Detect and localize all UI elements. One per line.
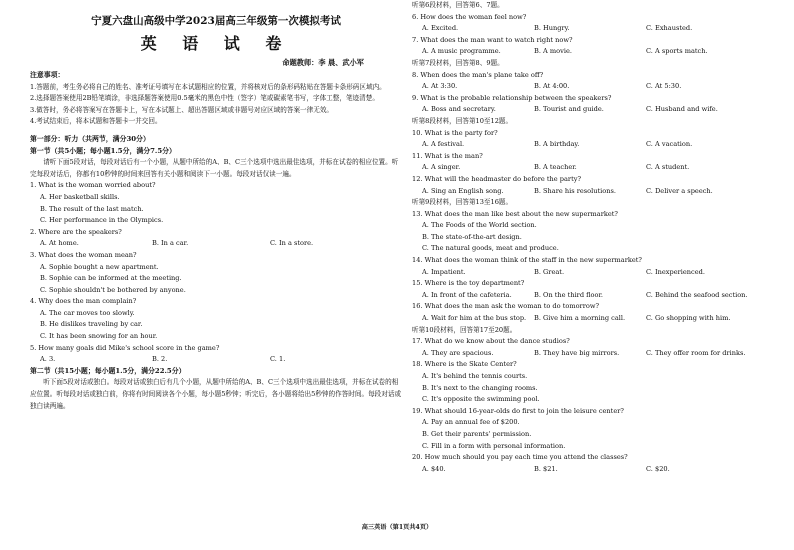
option-row xyxy=(30,354,402,366)
option: A. 3. xyxy=(40,355,56,364)
option-stack xyxy=(412,220,774,255)
option-row xyxy=(412,290,774,302)
question-stem: 4. Why does the man complain? xyxy=(30,297,137,306)
option: A. A music programme. xyxy=(422,47,501,56)
section1-heading: 第一节（共5小题；每小题1.5分，满分7.5分） xyxy=(30,146,176,155)
option: C. The natural goods, meat and produce. xyxy=(422,244,559,253)
option: A. Her basketball skills. xyxy=(40,192,120,201)
material-instruction: 听第9段材料，回答第13至16题。 xyxy=(412,198,513,207)
option-row xyxy=(412,162,774,174)
question-stem: 19. What should 16-year-olds do first to join the leisure center? xyxy=(412,406,624,415)
question-stem: 10. What is the party for? xyxy=(412,128,498,137)
question-stem: 15. Where is the toy department? xyxy=(412,279,525,288)
option: B. Get their parents' permission. xyxy=(422,429,532,438)
material-instruction: 听第7段材料，回答第8、9题。 xyxy=(412,58,504,67)
option: B. At 4:00. xyxy=(534,82,570,91)
left-column xyxy=(30,0,402,412)
option: A. A singer. xyxy=(422,163,461,172)
question-stem: 3. What does the woman mean? xyxy=(30,250,137,259)
option: B. Give him a morning call. xyxy=(534,314,626,323)
right-column xyxy=(412,0,774,475)
question-stem: 18. Where is the Skate Center? xyxy=(412,360,517,369)
question-stem: 17. What do we know about the dance studios? xyxy=(412,337,570,346)
option: C. In a store. xyxy=(270,239,314,248)
question-stem: 16. What does the man ask the woman to do tomorrow? xyxy=(412,302,600,311)
author-line: 命题教师：李 晨、武小军 xyxy=(282,58,364,67)
question-stem: 8. When does the man's plane take off? xyxy=(412,70,544,79)
option: B. The result of the last match. xyxy=(40,204,144,213)
option: A. In front of the cafeteria. xyxy=(422,290,512,299)
option: C. At 5:30. xyxy=(646,82,682,91)
option-row xyxy=(412,46,774,58)
option: A. A festival. xyxy=(422,140,465,149)
option: C. It's opposite the swimming pool. xyxy=(422,395,540,404)
option: A. It's behind the tennis courts. xyxy=(422,372,528,380)
question-stem: 13. What does the man like best about the new supermarket? xyxy=(412,209,618,218)
option-stack xyxy=(30,192,402,227)
option-row xyxy=(412,186,774,198)
question-stem: 1. What is the woman worried about? xyxy=(30,181,156,190)
option: B. Hungry. xyxy=(534,24,570,33)
question-stem: 11. What is the man? xyxy=(412,151,483,160)
option: A. They are spacious. xyxy=(422,348,494,357)
option: A. Pay an annual fee of $200. xyxy=(422,418,520,427)
question-stem: 9. What is the probable relationship between the speakers? xyxy=(412,93,612,102)
option: A. Sing an English song. xyxy=(422,186,504,195)
option: B. Great. xyxy=(534,267,565,276)
section1-questions xyxy=(30,180,402,366)
option: C. Behind the seafood section. xyxy=(646,290,748,299)
option-row xyxy=(30,238,402,250)
option-stack xyxy=(412,371,774,406)
option-stack xyxy=(30,262,402,297)
option: A. At 3:30. xyxy=(422,82,458,91)
option: B. On the third floor. xyxy=(534,290,604,299)
question-stem: 2. Where are the speakers? xyxy=(30,227,122,236)
option: C. $20. xyxy=(646,464,670,473)
option: B. They have big mirrors. xyxy=(534,348,620,357)
note-item: 4.考试结束后，将本试题和答题卡一并交回。 xyxy=(30,117,162,126)
question-stem: 12. What will the headmaster do before the party? xyxy=(412,174,581,183)
option: C. Deliver a speech. xyxy=(646,186,713,195)
note-item: 2.选择题答案使用2B铅笔填涂，非选择题答案使用0.5毫米的黑色中性（签字）笔或碳素笔书写，字体工整，笔迹清楚。 xyxy=(30,94,379,103)
question-stem: 6. How does the woman feel now? xyxy=(412,12,527,21)
material-instruction: 听第6段材料，回答第6、7题。 xyxy=(412,1,504,9)
section2-instructions: 听下面5段对话或独白。每段对话或独白后有几个小题，从题中所给的A、B、C三个选项中选出最佳选项，并标在试卷的相应位置。听每段对话或独白前，你将有时间阅读各个小题，每小题5秒钟；听完后，各小题将给出5秒钟的作答时间。每段对话或独白读两遍。 xyxy=(30,378,402,410)
option-stack xyxy=(412,417,774,452)
subject-title: 英 语 试 卷 xyxy=(140,34,292,53)
option: C. A vacation. xyxy=(646,140,693,149)
option: A. The car moves too slowly. xyxy=(40,308,135,317)
option: B. $21. xyxy=(534,464,558,473)
option-row xyxy=(412,23,774,35)
section2-heading: 第二节（共15小题；每小题1.5分，满分22.5分） xyxy=(30,366,186,375)
note-item: 3.做答时，务必将答案写在答题卡上，写在本试题上、超出答题区域或非题号对应区域的答案一律无效。 xyxy=(30,105,334,114)
option: C. Go shopping with him. xyxy=(646,314,731,323)
option: C. It has been snowing for an hour. xyxy=(40,332,158,341)
option: A. Impatient. xyxy=(422,267,466,276)
option: B. Tourist and guide. xyxy=(534,105,604,114)
part1-heading: 第一部分：听力（共两节，满分30分） xyxy=(30,134,150,143)
option: C. They offer room for drinks. xyxy=(646,348,746,357)
option: C. A sports match. xyxy=(646,47,708,56)
option-row xyxy=(412,139,774,151)
option: C. A student. xyxy=(646,163,690,172)
notes-list xyxy=(30,82,402,128)
question-stem: 14. What does the woman think of the staff in the new supermarket? xyxy=(412,256,642,265)
note-item: 1.答题前，考生务必将自己的姓名、准考证号填写在本试题相应的位置，并将核对后的条形码粘贴在答题卡条形码区域内。 xyxy=(30,82,386,91)
option: A. At home. xyxy=(40,239,79,248)
option: C. Her performance in the Olympics. xyxy=(40,216,164,225)
material-instruction: 听第10段材料，回答第17至20题。 xyxy=(412,325,517,334)
option: C. Fill in a form with personal information. xyxy=(422,441,566,450)
option: C. 1. xyxy=(270,355,286,364)
option: B. In a car. xyxy=(152,239,189,248)
option: B. The state-of-the-art design. xyxy=(422,232,522,241)
option-row xyxy=(412,267,774,279)
option-row xyxy=(412,348,774,360)
option-stack xyxy=(30,308,402,343)
section1-instructions: 请听下面5段对话，每段对话后有一个小题，从题中所给的A、B、C三个选项中选出最佳选项，并标在试卷的相应位置。听完每段对话后，你都有10秒钟的时间来回答有关小题和阅读下一小题。每段对话仅读一遍。 xyxy=(30,158,399,178)
option: C. Inexperienced. xyxy=(646,267,705,276)
question-stem: 5. How many goals did Mike's school score in the game? xyxy=(30,343,220,352)
option: B. It's next to the changing rooms. xyxy=(422,383,538,392)
option: A. $40. xyxy=(422,464,446,473)
option: B. A movie. xyxy=(534,47,572,56)
option: B. Sophie can be informed at the meeting. xyxy=(40,274,182,283)
material-instruction: 听第8段材料，回答第10至12题。 xyxy=(412,116,513,125)
option: C. Sophie shouldn't be bothered by anyone. xyxy=(40,285,186,294)
option-row xyxy=(412,464,774,476)
option: B. Share his resolutions. xyxy=(534,186,616,195)
option-row xyxy=(412,313,774,325)
option: A. Wait for him at the bus stop. xyxy=(422,314,527,323)
notes-heading: 注意事项： xyxy=(30,71,65,79)
question-stem: 20. How much should you pay each time you attend the classes? xyxy=(412,453,628,462)
page-footer: 高三英语（第1页共4页） xyxy=(361,524,433,531)
option-row xyxy=(412,104,774,116)
option: A. Boss and secretary. xyxy=(422,105,496,114)
option: B. A teacher. xyxy=(534,163,577,172)
option: C. Husband and wife. xyxy=(646,105,718,114)
option: A. Sophie bought a new apartment. xyxy=(40,262,159,271)
exam-title: 宁夏六盘山高级中学2023届高三年级第一次模拟考试 xyxy=(91,15,341,27)
option: A. The Foods of the World section. xyxy=(422,221,537,230)
option: A. Excited. xyxy=(422,24,459,33)
question-stem: 7. What does the man want to watch right now? xyxy=(412,35,573,44)
option: B. 2. xyxy=(152,355,168,364)
option: B. A birthday. xyxy=(534,140,580,149)
option: B. He dislikes traveling by car. xyxy=(40,320,143,329)
option: C. Exhausted. xyxy=(646,24,693,33)
option-row xyxy=(412,81,774,93)
